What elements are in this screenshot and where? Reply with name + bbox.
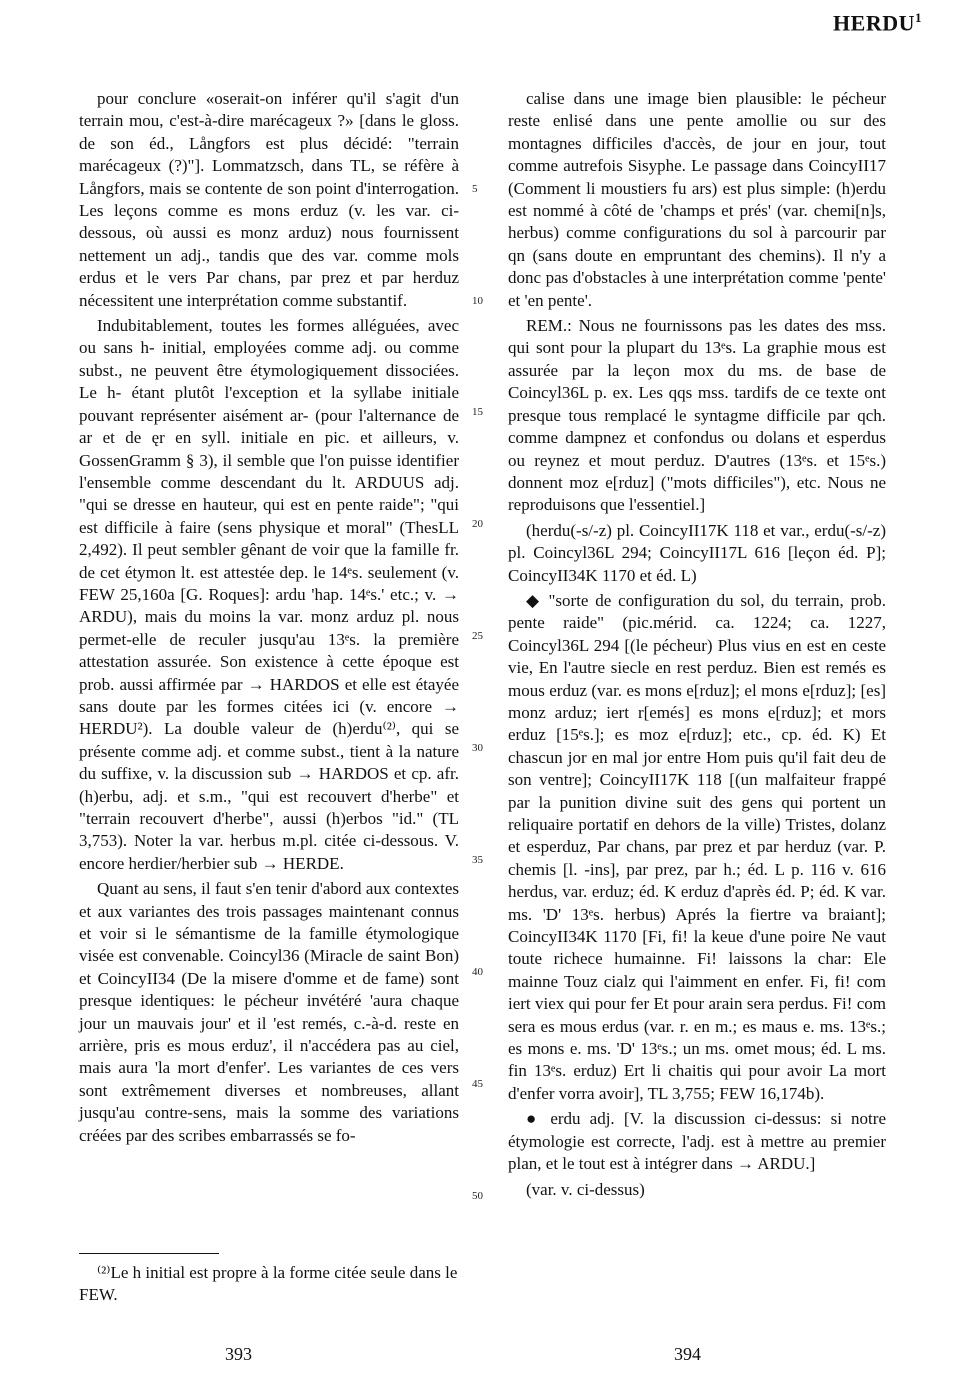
- right-paragraph-1: calise dans une image bien plausible: le pécheur reste enlisé dans une pente amollie ou sur des montagnes difficiles d'accès, de jour en jour, tout comme autrefois Sisyphe. Le passage dans CoincyII17 (Comment li moustiers fu ars) est plus simple: (h)erdu est nommé à côté de 'champs et prés' (var. chemi[n]s, herbus) comme configurations du sol à parcourir par qn (sans doute en empruntant des chemins). Il n'y a donc pas d'obstacles à une interprétation comme 'pente' et 'en pente'.: [508, 89, 886, 310]
- line-number: 10: [472, 294, 483, 307]
- line-number: 35: [472, 854, 483, 867]
- right-paragraph-variants: (var. v. ci-dessus): [526, 1179, 645, 1199]
- running-head-sup: 1: [915, 10, 922, 25]
- footnote: ⁽²⁾Le h initial est propre à la forme citée seule dans le FEW.: [79, 1263, 458, 1305]
- right-paragraph-rem: REM.: Nous ne fournissons pas les dates des mss. qui sont pour la plupart du 13ᵉs. La graphie mous est assurée par la leçon mox du ms. de base de Coincyl36L p. ex. Les qqs mss. tardifs de ce texte ont presque tous remplacé le syntagme difficile par qch. comme dampnez et confondus ou dolans et esperdus ou reynez et mout perduz. D'autres (13ᵉs. et 15ᵉs.) donnent moz e[rduz] ("mots difficiles"), etc. Nous ne reproduisons que l'essentiel.]: [508, 316, 886, 515]
- line-number: 5: [472, 182, 478, 195]
- running-head-title: HERDU: [833, 10, 915, 36]
- page-number-right: 394: [674, 1344, 701, 1364]
- line-number: 50: [472, 1190, 483, 1203]
- running-head: [833, 10, 922, 36]
- line-number: 15: [472, 406, 483, 419]
- right-column: [508, 88, 886, 1201]
- right-paragraph-definition: ◆ "sorte de configuration du sol, du terrain, prob. pente raide" (pic.mérid. ca. 1224; ca. 1227, Coincyl36L 294 [(le pécheur) Plus vius en est en ceste vie, En l'autre siecle en rest perduz. Bien est remés es mous erduz (var. es mons e[rduz]; el mons e[rduz]; [es] monz arduz; iert r[emés] es mons e[rduz]; et mors erduz [15ᵉs.]; es moz e[rduz]; etc., cp. éd. K) Et chascun jor en mal jor entre Hom puis qu'il fait deu de son ventre]; CoincyII17K 118 [(un malfaiteur frappé par la punition divine suit des gens qui portent un reliquaire portatif en dehors de la ville) Tristes, dolanz et esperduz, Par chans, par prez et par herduz (var. P. chemis [l. -ins], par prez, par h.; éd. L p. 116 v. 616 herdus, var. erduz; éd. K erduz d'après éd. P; éd. K var. ms. 'D' 13ᵉs. herbus) Aprés la fiertre va braiant]; CoincyII34K 1170 [Fi, fi! la keue d'une poire Ne vaut toute richece humainne. Fi! laissons la char: Ele mainne Touz cialz qui l'aimment en enfer. Fi, fi! com iert viex qui pour fer Et pour arain sera perdus. Fi! com sera es mous erdus (var. r. en m.; es maus e. ms. 13ᵉs.; es mons e. ms. 'D' 13ᵉs.; un ms. omet mous; éd. L ms. fin 13ᵉs. erduz) Ert li chaitis qui pour avoir La mort d'enfer vorra avoir], TL 3,755; FEW 16,174b).: [508, 590, 886, 1103]
- left-paragraph-1: pour conclure «oserait-on inférer qu'il s'agit d'un terrain mou, c'est-à-dire marécageux ?» [dans le gloss. de son éd., Långfors est plus décidé: "terrain marécageux (?)"]. Lommatzsch, dans TL, se réfère à Långfors, mais se contente de son point d'interrogation. Les leçons comme es mons erduz (v. les var. ci-dessous, où aussi es monz arduz) nous fournissent nettement un adj., tandis que des var. comme mols erdus et le vers Par chans, par prez et par herduz nécessitent une interprétation comme substantif.: [79, 89, 459, 310]
- line-number: 30: [472, 742, 483, 755]
- right-paragraph-forms: (herdu(-s/-z) pl. CoincyII17K 118 et var., erdu(-s/-z) pl. Coincyl36L 294; CoincyII17L 616 [leçon éd. P]; CoincyII34K 1170 et éd. L): [508, 520, 886, 585]
- left-paragraph-3: Quant au sens, il faut s'en tenir d'abord aux contextes et aux variantes des trois passages maintenant connus et voir si le sémantisme de la famille étymologique visée est convenable. Coincyl36 (Miracle de saint Bon) et CoincyII34 (De la misere d'omme et de fame) sont presque identiques: le pécheur invétéré 'aura chaque jour un mauvais jour' et il 'est remés, c.-à-d. reste en arrière, pris es mous erduz', il n'accédera pas au ciel, mais aura 'la mort d'enfer'. Les variantes de ces vers sont extrêmement diverses et nombreuses, allant jusqu'au contre-sens, mais la somme des variations créées par des scribes embarrassés se fo-: [79, 879, 459, 1145]
- line-number: 25: [472, 630, 483, 643]
- line-numbers: [472, 88, 494, 1208]
- line-number: 40: [472, 966, 483, 979]
- footnote-rule: [79, 1253, 219, 1254]
- page-number-left: 393: [225, 1344, 252, 1364]
- left-column: [79, 88, 459, 1147]
- left-paragraph-2: Indubitablement, toutes les formes alléguées, avec ou sans h- initial, employées comme adj. ou comme subst., ne peuvent être étymologiquement dissociées. Le h- étant plutôt l'exception et la syllabe initiale pouvant représenter aisément ar- (pour l'alternance de ar et de ęr en syll. initiale en pic. et ailleurs, v. GossenGramm § 3), il semble que l'on puisse identifier l'ensemble comme descendant du lt. ARDUUS adj. "qui se dresse en hauteur, qui est en pente raide"; "qui est difficile à faire (sens physique et moral" (ThesLL 2,492). Il peut sembler gênant de voir que la famille fr. de cet étymon lt. est attestée dep. le 14ᵉs. seulement (v. FEW 25,160a [G. Roques]: ardu 'hap. 14ᵉs.' etc.; v. → ARDU), mais du moins la var. monz arduz pl. nous permet-elle de reculer jusqu'au 13ᵉs. la première attestation assurée. Son existence à cette époque est prob. aussi affirmée par → HARDOS et elle est étayée sans doute par les formes citées ici (v. encore → HERDU²). La double valeur de (h)erdu⁽²⁾, qui se présente comme adj. et comme subst., tient à la nature du suffixe, v. la discussion sub → HARDOS et cp. afr. (h)erbu, adj. et s.m., "qui est recouvert d'herbe" et "terrain recouvert d'herbe", aussi (h)erbos "id." (TL 3,753). Noter la var. herbus m.pl. citée ci-dessous. V. encore herdier/herbier sub → HERDE.: [79, 316, 459, 873]
- line-number: 45: [472, 1078, 483, 1091]
- right-paragraph-erdu-adj: ● erdu adj. [V. la discussion ci-dessus: si notre étymologie est correcte, l'adj. est à mettre au premier plan, et le tout est à intégrer dans → ARDU.]: [508, 1109, 886, 1174]
- line-number: 20: [472, 518, 483, 531]
